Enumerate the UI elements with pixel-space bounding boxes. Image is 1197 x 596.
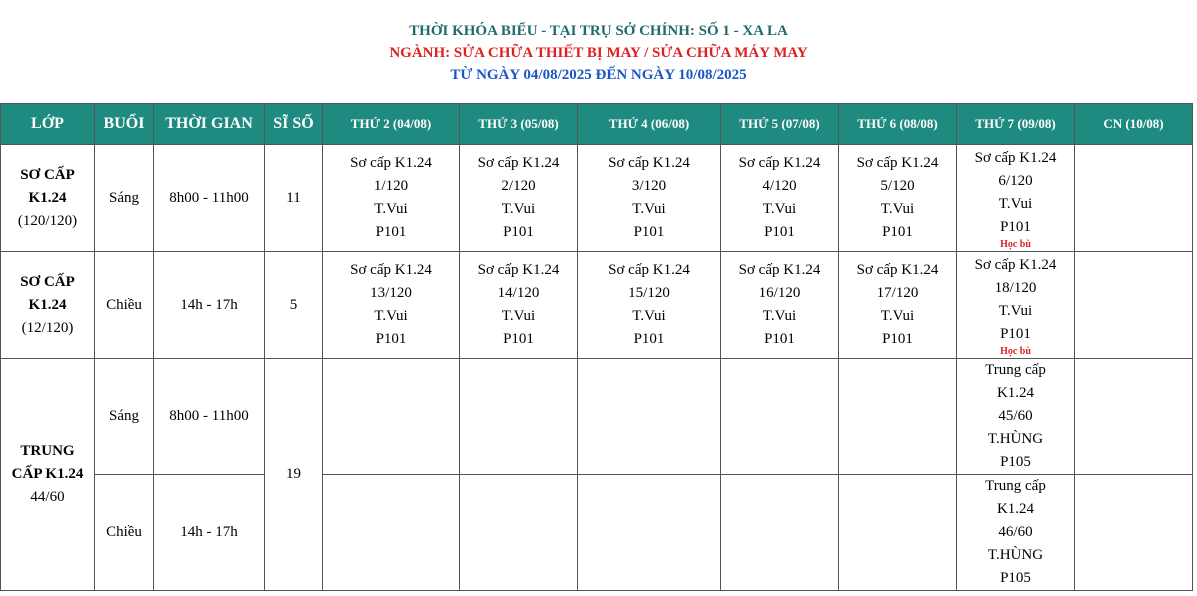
schedule-cell: Sơ cấp K1.24 17/120 T.Vui P101 — [839, 252, 957, 359]
col-day: THỨ 2 (04/08) — [323, 104, 460, 145]
schedule-cell: Sơ cấp K1.24 1/120 T.Vui P101 — [323, 145, 460, 252]
schedule-cell: Sơ cấp K1.24 16/120 T.Vui P101 — [721, 252, 839, 359]
major-title: NGÀNH: SỬA CHỮA THIẾT BỊ MAY / SỬA CHỮA MÁY MAY — [389, 45, 808, 61]
schedule-cell: Sơ cấp K1.24 18/120 T.Vui P101 Học bù — [957, 252, 1075, 359]
schedule-cell-empty — [721, 475, 839, 591]
timetable-title: THỜI KHÓA BIỂU - TẠI TRỤ SỞ CHÍNH: SỐ 1 - XA LA — [409, 23, 788, 39]
col-day: THỨ 6 (08/08) — [839, 104, 957, 145]
schedule-cell-empty — [1075, 475, 1193, 591]
schedule-cell: Trung cấp K1.24 45/60 T.HÙNG P105 — [957, 359, 1075, 475]
schedule-cell: Sơ cấp K1.24 14/120 T.Vui P101 — [460, 252, 578, 359]
timetable — [0, 103, 1193, 591]
siso-cell: 19 — [265, 359, 323, 591]
session-cell: Chiều — [95, 252, 154, 359]
schedule-cell-empty — [578, 475, 721, 591]
time-cell: 8h00 - 11h00 — [154, 145, 265, 252]
time-cell: 14h - 17h — [154, 475, 265, 591]
date-range: TỪ NGÀY 04/08/2025 ĐẾN NGÀY 10/08/2025 — [450, 67, 747, 83]
col-thoigian: THỜI GIAN — [154, 104, 265, 145]
class-name-cell: SƠ CẤP K1.24 (120/120) — [1, 145, 95, 252]
makeup-label: Học bù — [1000, 238, 1031, 250]
schedule-cell-empty — [1075, 359, 1193, 475]
schedule-cell-empty — [460, 475, 578, 591]
schedule-cell-empty — [460, 359, 578, 475]
col-lop: LỚP — [1, 104, 95, 145]
schedule-cell: Sơ cấp K1.24 5/120 T.Vui P101 — [839, 145, 957, 252]
schedule-cell: Sơ cấp K1.24 2/120 T.Vui P101 — [460, 145, 578, 252]
timetable-header — [0, 20, 1197, 86]
schedule-cell-empty — [1075, 252, 1193, 359]
session-cell: Chiều — [95, 475, 154, 591]
col-buoi: BUỔI — [95, 104, 154, 145]
time-cell: 14h - 17h — [154, 252, 265, 359]
session-cell: Sáng — [95, 145, 154, 252]
col-day: THỨ 4 (06/08) — [578, 104, 721, 145]
schedule-cell: Sơ cấp K1.24 15/120 T.Vui P101 — [578, 252, 721, 359]
class-name-cell: TRUNG CẤP K1.24 44/60 — [1, 359, 95, 591]
col-day: THỨ 7 (09/08) — [957, 104, 1075, 145]
schedule-cell: Trung cấp K1.24 46/60 T.HÙNG P105 — [957, 475, 1075, 591]
time-cell: 8h00 - 11h00 — [154, 359, 265, 475]
schedule-cell-empty — [323, 359, 460, 475]
session-cell: Sáng — [95, 359, 154, 475]
schedule-cell-empty — [839, 475, 957, 591]
table-row — [1, 252, 1193, 359]
schedule-cell: Sơ cấp K1.24 6/120 T.Vui P101 Học bù — [957, 145, 1075, 252]
col-siso: SĨ SỐ — [265, 104, 323, 145]
header-row — [1, 104, 1193, 145]
schedule-cell-empty — [721, 359, 839, 475]
schedule-cell-empty — [323, 475, 460, 591]
schedule-cell-empty — [839, 359, 957, 475]
schedule-cell-empty — [578, 359, 721, 475]
siso-cell: 11 — [265, 145, 323, 252]
schedule-cell: Sơ cấp K1.24 3/120 T.Vui P101 — [578, 145, 721, 252]
schedule-cell: Sơ cấp K1.24 4/120 T.Vui P101 — [721, 145, 839, 252]
col-day: CN (10/08) — [1075, 104, 1193, 145]
col-day: THỨ 3 (05/08) — [460, 104, 578, 145]
schedule-cell: Sơ cấp K1.24 13/120 T.Vui P101 — [323, 252, 460, 359]
col-day: THỨ 5 (07/08) — [721, 104, 839, 145]
table-row — [1, 359, 1193, 475]
makeup-label: Học bù — [1000, 345, 1031, 357]
table-row — [1, 475, 1193, 591]
table-row — [1, 145, 1193, 252]
class-name-cell: SƠ CẤP K1.24 (12/120) — [1, 252, 95, 359]
schedule-cell-empty — [1075, 145, 1193, 252]
siso-cell: 5 — [265, 252, 323, 359]
